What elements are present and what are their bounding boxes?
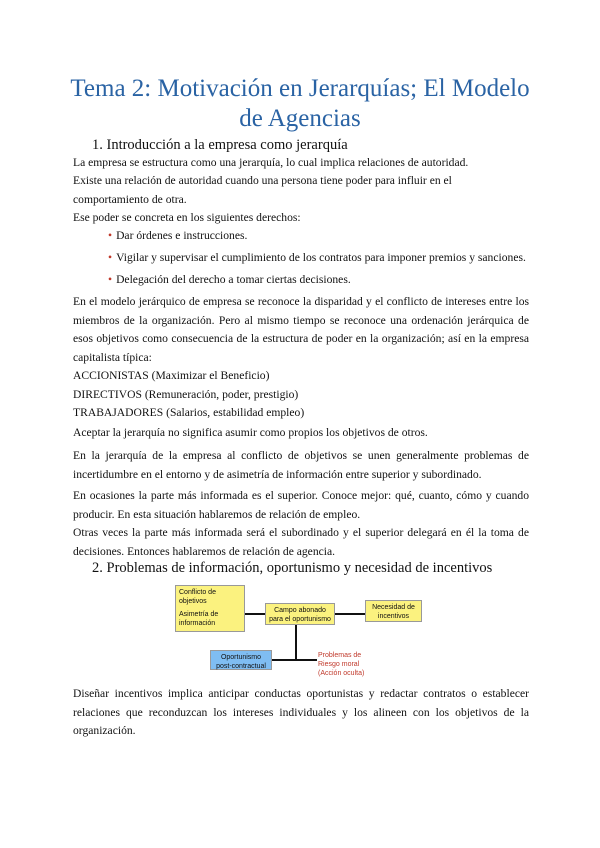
paragraph: Ese poder se concreta en los siguientes derechos: xyxy=(73,211,301,224)
list-line: TRABAJADORES (Salarios, estabilidad empleo) xyxy=(73,406,305,419)
arrow-line xyxy=(245,613,265,615)
paragraph: En el modelo jerárquico de empresa se reconoce la disparidad y el conflicto de intereses entre los miembros de la organización. Pero al mismo tiempo se reconoce una ordenación jerárquica de esos objetivos como consecuencia de la estructura de poder en la organización; así en la empresa capitalista típica: xyxy=(73,295,529,364)
box-text: Asimetría de información xyxy=(179,611,219,627)
bullet-item: • Dar órdenes e instrucciones. xyxy=(108,229,248,242)
arrow-line xyxy=(335,613,365,615)
bullet-text: Vigilar y supervisar el cumplimiento de los contratos para imponer premios y sanciones. xyxy=(116,251,526,264)
bullet-item: • Delegación del derecho a tomar ciertas decisiones. xyxy=(108,273,351,286)
diagram-box-post-contractual: Oportunismo post-contractual xyxy=(210,650,272,670)
diagram-box-incentives: Necesidad de incentivos xyxy=(365,600,422,622)
diagram-moral-hazard-label: Problemas de Riesgo moral (Acción oculta) xyxy=(318,652,365,677)
section-heading-1: 1. Introducción a la empresa como jerarquía xyxy=(92,137,348,153)
connector-line xyxy=(295,625,297,660)
paragraph: En la jerarquía de la empresa al conflicto de objetivos se unen generalmente problemas de incertidumbre en el entorno y de asimetría de información entre superior y subordinado. xyxy=(73,449,529,481)
list-line: DIRECTIVOS (Remuneración, poder, prestigio) xyxy=(73,388,299,401)
diagram-box-conflict xyxy=(175,585,245,632)
section-heading-2: 2. Problemas de información, oportunismo y necesidad de incentivos xyxy=(92,560,493,576)
diagram-box-opportunism-field: Campo abonado para el oportunismo xyxy=(265,603,335,625)
paragraph: Existe una relación de autoridad cuando una persona tiene poder para influir en el comportamiento de otra. xyxy=(73,174,452,206)
paragraph: Diseñar incentivos implica anticipar conductas oportunistas y redactar contratos o establecer relaciones que reconduzcan los intereses individuales y los alineen con los objetivos de la organización. xyxy=(73,687,529,737)
paragraph: En ocasiones la parte más informada es el superior. Conoce mejor: qué, cuanto, cómo y cuando producir. En esta situación hablaremos de relación de empleo. xyxy=(73,489,529,521)
paragraph: Aceptar la jerarquía no significa asumir como propios los objetivos de otros. xyxy=(73,426,428,439)
paragraph: Otras veces la parte más informada será el subordinado y el superior delegará en él la toma de decisiones. Entonces hablaremos de relación de agencia. xyxy=(73,526,529,558)
list-line: ACCIONISTAS (Maximizar el Beneficio) xyxy=(73,369,270,382)
connector-line xyxy=(272,659,317,661)
box-text: Conflicto de objetivos xyxy=(179,589,216,605)
paragraph: La empresa se estructura como una jerarquía, lo cual implica relaciones de autoridad. xyxy=(73,156,469,169)
bullet-text: Delegación del derecho a tomar ciertas decisiones. xyxy=(116,273,351,286)
document-title: Tema 2: Motivación en Jerarquías; El Modelo de Agencias xyxy=(70,75,530,132)
bullet-item: • Vigilar y supervisar el cumplimiento de los contratos para imponer premios y sanciones. xyxy=(108,251,526,264)
bullet-text: Dar órdenes e instrucciones. xyxy=(116,229,248,242)
